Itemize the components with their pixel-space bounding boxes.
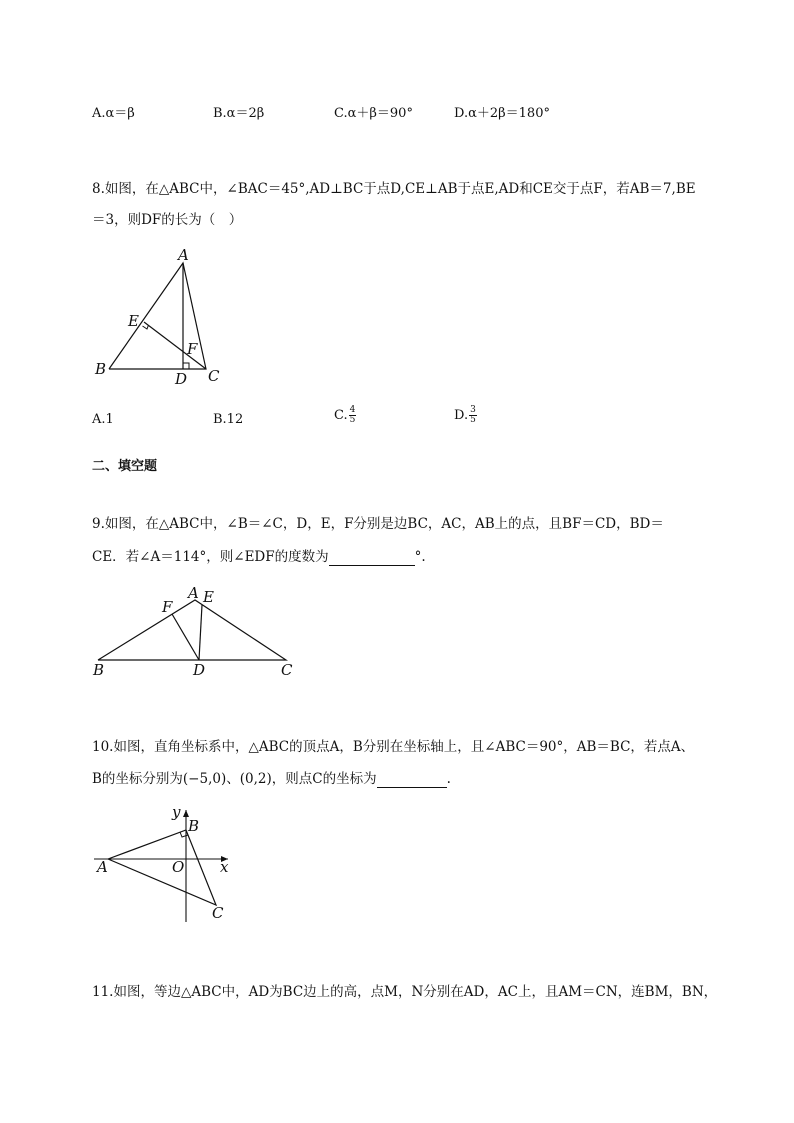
q8-option-d-numerator: 3 [470, 405, 476, 415]
q10-label-A: A [97, 858, 108, 876]
q8-option-c-denominator: 5 [349, 415, 356, 425]
q10-label-y: y [172, 803, 181, 821]
q8-stem-line1: 8.如图，在△ABC中，∠BAC＝45°,AD⊥BC于点D,CE⊥AB于点E,AD和CE交于点F，若AB＝7,BE [92, 181, 696, 197]
q11-stem-line1: 11.如图，等边△ABC中，AD为BC边上的高，点M，N分别在AD，AC上，且AM＝CN，连BM，BN， [92, 984, 718, 1000]
q8-option-c-prefix: C. [334, 408, 348, 423]
q8-option-b: B.12 [213, 412, 244, 427]
q9-stem-line2-unit: °. [414, 549, 426, 565]
q9-label-A: A [188, 584, 199, 602]
q10-label-O: O [172, 858, 185, 876]
q8-option-d-prefix: D. [454, 408, 469, 423]
q10-stem-line1: 10.如图，直角坐标系中，△ABC的顶点A，B分别在坐标轴上，且∠ABC＝90°，AB＝BC，若点A、 [92, 739, 695, 755]
q8-option-a: A.1 [92, 412, 114, 427]
q9-label-C: C [281, 661, 293, 679]
q10-label-C: C [212, 904, 224, 922]
q7-option-c: C.α＋β＝90° [334, 106, 413, 121]
q10-label-B: B [188, 817, 200, 835]
q10-stem-line2-text: B的坐标分别为(−5,0)、(0,2)，则点C的坐标为 [92, 771, 377, 787]
q9-stem-line2-text: CE．若∠A＝114°，则∠EDF的度数为 [92, 549, 329, 565]
q9-label-F: F [162, 598, 173, 616]
section-title: 二、填空题 [92, 459, 158, 474]
q8-label-F: F [187, 340, 198, 358]
q8-label-C: C [208, 367, 220, 385]
q8-label-D: D [175, 370, 188, 388]
q9-stem-line1: 9.如图，在△ABC中，∠B＝∠C，D，E，F分别是边BC，AC，AB上的点，且BF＝CD，BD＝ [92, 516, 664, 532]
q8-label-A: A [178, 246, 189, 264]
q7-option-d: D.α＋2β＝180° [454, 106, 550, 121]
q10-stem-line2-end: . [446, 771, 451, 787]
q8-stem-line2: ＝3，则DF的长为（ ） [92, 212, 243, 228]
q8-label-B: B [95, 360, 107, 378]
q8-option-c-numerator: 4 [349, 405, 356, 415]
q9-label-E: E [203, 588, 214, 606]
q8-option-d-denominator: 5 [470, 415, 476, 425]
q10-label-x: x [220, 858, 229, 876]
q7-option-a: A.α＝β [92, 106, 135, 121]
q8-label-E: E [128, 312, 139, 330]
q9-label-D: D [193, 661, 206, 679]
q9-label-B: B [93, 661, 105, 679]
q7-option-b: B.α＝2β [213, 106, 265, 121]
